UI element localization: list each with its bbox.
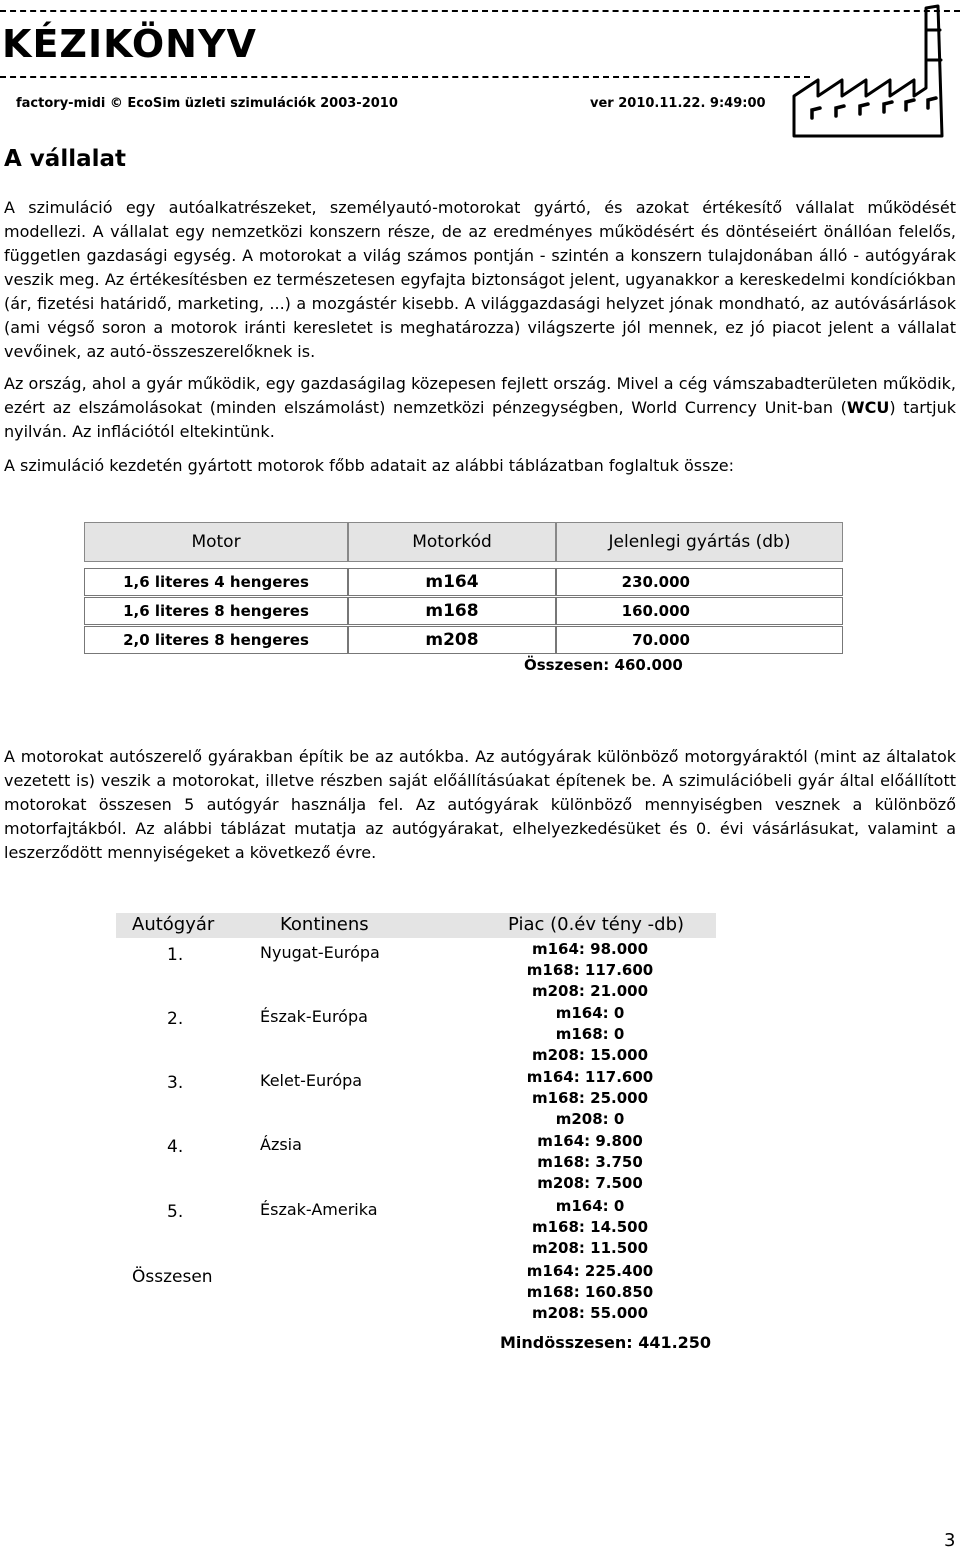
header-dashed-rule-bottom [0, 76, 810, 78]
page-number: 3 [944, 1530, 956, 1551]
market-line: m168: 117.600 [526, 961, 654, 979]
motor-code: m168 [348, 597, 556, 625]
version-label: ver 2010.11.22. 9:49:00 [590, 96, 766, 111]
table-row [84, 597, 843, 625]
market-line: m208: 0 [555, 1110, 625, 1128]
intro-paragraph: A szimuláció egy autóalkatrészeket, személyautó-motorokat gyártó, és azokat értékesítő vállalat működését modellezi. A vállalat egy nemzetközi konszern része, de az eredményes működésért és döntéseiért önállóan felelős, független gazdasági egység. A motorokat a világ számos pontján - szintén a konszern tulajdonában álló - autógyárak veszik meg. Az értékesítésben ez természetesen egyfajta biztonságot jelent, ugyanakkor a kereskedelmi kondíciókban (ár, fizetési határidő, marketing, ...) a mozgástér kisebb. A világgazdasági helyzet jónak mondható, az autóvásárlások (ami végső soron a motorok iránti keresletet is meghatározza) világszerte jól mennek, ez jó piacot jelent a vállalat vevőinek, az autó-összeszerelőknek is. [4, 198, 956, 361]
header-market: Piac (0.év tény -db) [508, 914, 685, 935]
grand-total: Mindösszesen: 441.250 [500, 1333, 712, 1352]
header-motor-code: Motorkód [348, 522, 556, 562]
header-continent: Kontinens [280, 914, 369, 935]
motor-table-header [84, 522, 843, 562]
factory-continent: Nyugat-Európa [260, 943, 380, 962]
market-line: m208: 11.500 [531, 1239, 649, 1257]
motor-code: m208 [348, 626, 556, 654]
factory-number: 1. [167, 945, 184, 965]
motor-table-intro: A szimuláció kezdetén gyártott motorok főbb adatait az alábbi táblázatban foglaltuk össze: [4, 456, 735, 475]
market-line: m208: 7.500 [537, 1174, 643, 1192]
factories-paragraph: A motorokat autószerelő gyárakban építik be az autókba. Az autógyárak különböző motorgyáraktól (mint az általatok vezetett is) veszik a motorokat, illetve részben saját előállításúakat építenek be. A szimulációbeli gyár által előállított motorokat összesen 5 autógyár használja fel. Az autógyárak különböző mennyiségben vesznek a különböző motorfajtákból. Az alábbi táblázat mutatja az autógyárakat, elhelyezkedésüket és 0. évi vásárlásukat, valamint a leszerződött mennyiségeket a következő évre. [4, 747, 956, 862]
header-motor: Motor [84, 522, 348, 562]
factory-number: 4. [167, 1137, 184, 1157]
currency-code: WCU [846, 398, 890, 417]
factory-continent: Kelet-Európa [260, 1071, 363, 1090]
market-line: m168: 14.500 [531, 1218, 649, 1236]
motor-table-total: Összesen: 460.000 [524, 656, 683, 674]
currency-paragraph [4, 372, 956, 444]
factory-number: 3. [167, 1073, 184, 1093]
motor-name: 1,6 literes 4 hengeres [84, 568, 348, 596]
motor-quantity: 230.000 [556, 568, 843, 596]
section-title: A vállalat [4, 146, 127, 172]
header-meta [16, 96, 766, 111]
market-line: m164: 117.600 [526, 1068, 654, 1086]
market-line: m164: 225.400 [526, 1262, 654, 1280]
market-line: m208: 55.000 [531, 1304, 649, 1322]
market-line: m168: 0 [555, 1025, 625, 1043]
market-line: m208: 15.000 [531, 1046, 649, 1064]
header-car-factory: Autógyár [132, 914, 215, 935]
header-current-production: Jelenlegi gyártás (db) [556, 522, 843, 562]
factory-continent: Ázsia [260, 1135, 302, 1154]
market-line: m168: 3.750 [537, 1153, 643, 1171]
market-line: m164: 0 [555, 1197, 625, 1215]
motor-code: m164 [348, 568, 556, 596]
motor-name: 1,6 literes 8 hengeres [84, 597, 348, 625]
table-row [84, 568, 843, 596]
motor-quantity: 70.000 [556, 626, 843, 654]
market-line: m168: 25.000 [531, 1089, 649, 1107]
copyright-line: factory-midi © EcoSim üzleti szimulációk 2003-2010 [16, 96, 398, 111]
total-label: Összesen [132, 1267, 213, 1287]
market-line: m164: 0 [555, 1004, 625, 1022]
currency-paragraph-text-b: ) tartjuk nyilván. Az inflációtól eltekintünk. [4, 398, 957, 441]
market-line: m164: 98.000 [531, 940, 649, 958]
factory-logo-icon [790, 0, 958, 142]
table-row [84, 626, 843, 654]
factory-continent: Észak-Európa [260, 1007, 368, 1026]
market-line: m168: 160.850 [526, 1283, 654, 1301]
currency-paragraph-text-a: Az ország, ahol a gyár működik, egy gazdaságilag közepesen fejlett ország. Mivel a cég vámszabadterületen működik, ezért az elszámolásokat (minden elszámolást) nemzetközi pénzegységben, World Currency Unit-ban ( [4, 374, 956, 417]
factory-number: 2. [167, 1009, 184, 1029]
motor-name: 2,0 literes 8 hengeres [84, 626, 348, 654]
document-title: KÉZIKÖNYV [2, 22, 257, 66]
market-line: m164: 9.800 [537, 1132, 643, 1150]
factory-number: 5. [167, 1202, 184, 1222]
car-factory-table-header [116, 913, 716, 938]
market-line: m208: 21.000 [531, 982, 649, 1000]
motor-quantity: 160.000 [556, 597, 843, 625]
factory-continent: Észak-Amerika [260, 1200, 378, 1219]
